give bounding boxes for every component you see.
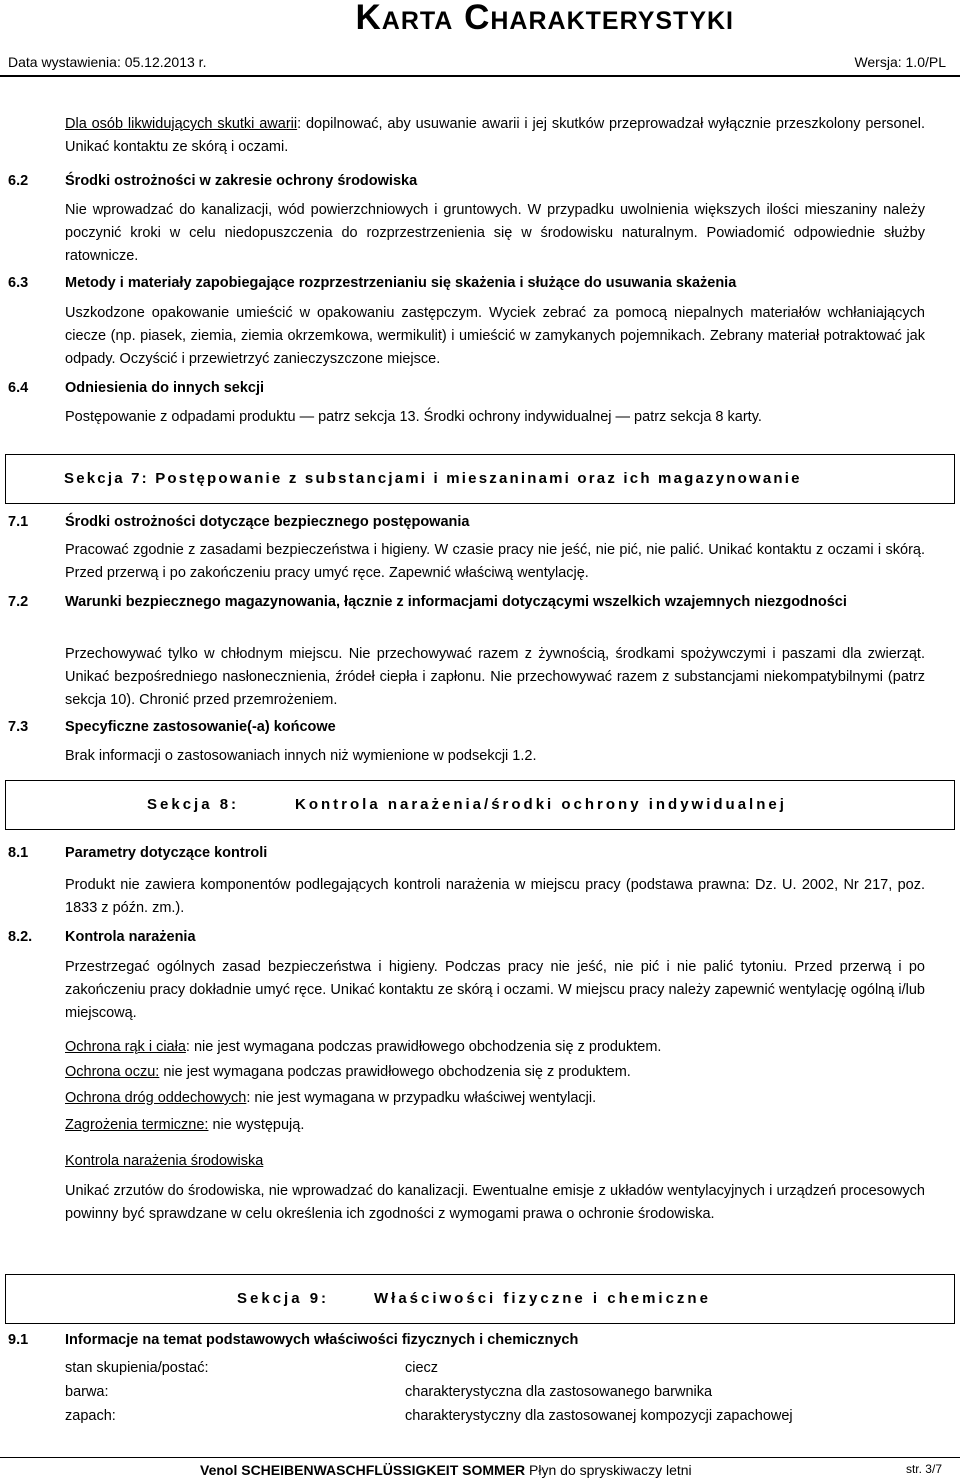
section-9-label: Sekcja 9: xyxy=(237,1290,330,1307)
section-8-label: Sekcja 8: xyxy=(147,796,240,813)
responders-label: Dla osób likwidujących skutki awarii xyxy=(65,116,298,132)
section-heading: Odniesienia do innych sekcji xyxy=(65,380,265,396)
property-label: stan skupienia/postać: xyxy=(65,1360,209,1376)
responders-text: : dopilnować, aby usuwanie awarii i jej skutków przeprowadzał wyłącznie przeszkolony personel. Unikać kontaktu ze skórą i oczami. xyxy=(65,116,925,155)
section-number: 8.2. xyxy=(8,929,33,945)
section-7-header xyxy=(5,454,955,504)
section-text: Nie wprowadzać do kanalizacji, wód powierzchniowych i gruntowych. W przypadku uwolnienia większych ilości mieszaniny należy poczynić kroki w celu niedopuszczenia do rozprzestrzenienia się w środowisku naturalnym. Powiadomić odpowiednie służby ratownicze. xyxy=(65,202,925,264)
section-8-header xyxy=(5,780,955,830)
section-number: 9.1 xyxy=(8,1332,29,1348)
section-number: 8.1 xyxy=(8,845,29,861)
section-heading: Metody i materiały zapobiegające rozprzestrzenianiu się skażenia i służące do usuwania skażenia xyxy=(65,275,737,291)
section-6-1-text xyxy=(65,113,925,159)
section-text: Pracować zgodnie z zasadami bezpieczeństwa i higieny. W czasie pracy nie jeść, nie pić, nie palić. Unikać kontaktu z oczami i skórą. Przed przerwą i po zakończeniu pracy umyć ręce. Zapewnić właściwą wentylację. xyxy=(65,542,925,581)
respiratory-protection-text: : nie jest wymagana w przypadku właściwej wentylacji. xyxy=(246,1090,597,1106)
thermal-hazards-text: nie występują. xyxy=(208,1117,305,1133)
section-text: Produkt nie zawiera komponentów podlegających kontroli narażenia w miejscu pracy (podstawa prawna: Dz. U. 2002, Nr 217, poz. 1833 z późn. zm.). xyxy=(65,877,925,916)
section-heading: Środki ostrożności dotyczące bezpiecznego postępowania xyxy=(65,514,470,530)
header-divider xyxy=(0,75,960,77)
footer-product xyxy=(200,1462,692,1478)
environmental-exposure-label xyxy=(65,1150,925,1173)
property-label: zapach: xyxy=(65,1408,116,1424)
section-text: Uszkodzone opakowanie umieścić w opakowaniu zastępczym. Wyciek zebrać za pomocą niepalnych materiałów wchłaniających ciecze (np. piasek, ziemia, ziemia okrzemkowa, wermikulit) i umieścić w zamykanych pojemnikach. Zebrany materiał potraktować jak odpady. Oczyścić i przewietrzyć zanieczyszczone miejsce. xyxy=(65,305,925,367)
respiratory-protection-label: Ochrona dróg oddechowych xyxy=(65,1090,247,1106)
hand-protection-text: : nie jest wymagana podczas prawidłowego obchodzenia się z produktem. xyxy=(185,1039,662,1055)
footer-product-desc: Płyn do spryskiwaczy letni xyxy=(525,1462,692,1478)
section-9-title: Właściwości fizyczne i chemiczne xyxy=(374,1290,711,1307)
respiratory-protection xyxy=(65,1087,925,1110)
section-number: 7.1 xyxy=(8,514,29,530)
property-label: barwa: xyxy=(65,1384,109,1400)
eye-protection-label: Ochrona oczu: xyxy=(65,1064,160,1080)
section-number: 6.3 xyxy=(8,275,29,291)
footer-divider xyxy=(0,1457,960,1458)
section-text: Brak informacji o zastosowaniach innych niż wymienione w podsekcji 1.2. xyxy=(65,748,537,764)
section-heading: Środki ostrożności w zakresie ochrony środowiska xyxy=(65,173,418,189)
hand-protection-label: Ochrona rąk i ciała xyxy=(65,1039,186,1055)
section-number: 7.3 xyxy=(8,719,29,735)
section-9-header xyxy=(5,1274,955,1324)
version: Wersja: 1.0/PL xyxy=(854,54,946,70)
section-number: 6.2 xyxy=(8,173,29,189)
section-heading: Informacje na temat podstawowych właściwości fizycznych i chemicznych xyxy=(65,1332,579,1348)
environmental-exposure-text: Unikać zrzutów do środowiska, nie wprowadzać do kanalizacji. Ewentualne emisje z układów wentylacyjnych i urządzeń procesowych powinny być sprawdzane w celu określenia ich zgodności z wymogami prawa o ochronie środowiska. xyxy=(65,1183,925,1222)
page-number: str. 3/7 xyxy=(905,1462,942,1476)
eye-protection-text: nie jest wymagana podczas prawidłowego obchodzenia się z produktem. xyxy=(159,1064,631,1080)
property-value: charakterystyczna dla zastosowanego barwnika xyxy=(405,1384,713,1400)
hand-protection xyxy=(65,1036,925,1059)
section-number: 6.4 xyxy=(8,380,29,396)
section-heading: Specyficzne zastosowanie(-a) końcowe xyxy=(65,719,336,735)
footer-product-name: Venol SCHEIBENWASCHFLÜSSIGKEIT SOMMER xyxy=(200,1462,526,1478)
thermal-hazards-label: Zagrożenia termiczne: xyxy=(65,1117,209,1133)
section-text: Postępowanie z odpadami produktu — patrz sekcja 13. Środki ochrony indywidualnej — patrz sekcja 8 karty. xyxy=(65,409,762,425)
section-heading: Warunki bezpiecznego magazynowania, łącznie z informacjami dotyczącymi wszelkich wzajemnych niezgodności xyxy=(65,594,847,610)
section-number: 7.2 xyxy=(8,594,29,610)
section-heading: Kontrola narażenia xyxy=(65,929,196,945)
eye-protection xyxy=(65,1061,925,1084)
thermal-hazards xyxy=(65,1114,925,1137)
environmental-exposure-heading: Kontrola narażenia środowiska xyxy=(65,1153,264,1169)
property-value: ciecz xyxy=(405,1360,439,1376)
section-text: Przestrzegać ogólnych zasad bezpieczeństwa i higieny. Podczas pracy nie jeść, nie pić i nie palić tytoniu. Przed przerwą i po zakończeniu pracy dokładnie umyć ręce. Unikać kontaktu ze skórą i oczami. W miejscu pracy należy zapewnić wentylację ogólną i/lub miejscową. xyxy=(65,959,925,1021)
issue-date: Data wystawienia: 05.12.2013 r. xyxy=(8,54,207,70)
document-title: Karta Charakterystyki xyxy=(355,0,734,37)
property-value: charakterystyczny dla zastosowanej kompozycji zapachowej xyxy=(405,1408,793,1424)
section-7-title: Sekcja 7: Postępowanie z substancjami i mieszaninami oraz ich magazynowanie xyxy=(64,470,802,487)
section-8-title: Kontrola narażenia/środki ochrony indywidualnej xyxy=(295,796,787,813)
section-text: Przechowywać tylko w chłodnym miejscu. Nie przechowywać razem z żywnością, środkami spożywczymi i paszami dla zwierząt. Unikać bezpośredniego nasłonecznienia, źródeł ciepła i zapłonu. Nie przechowywać razem z substancjami niekompatybilnymi (patrz sekcja 10). Chronić przed przemrożeniem. xyxy=(65,646,925,708)
section-heading: Parametry dotyczące kontroli xyxy=(65,845,268,861)
